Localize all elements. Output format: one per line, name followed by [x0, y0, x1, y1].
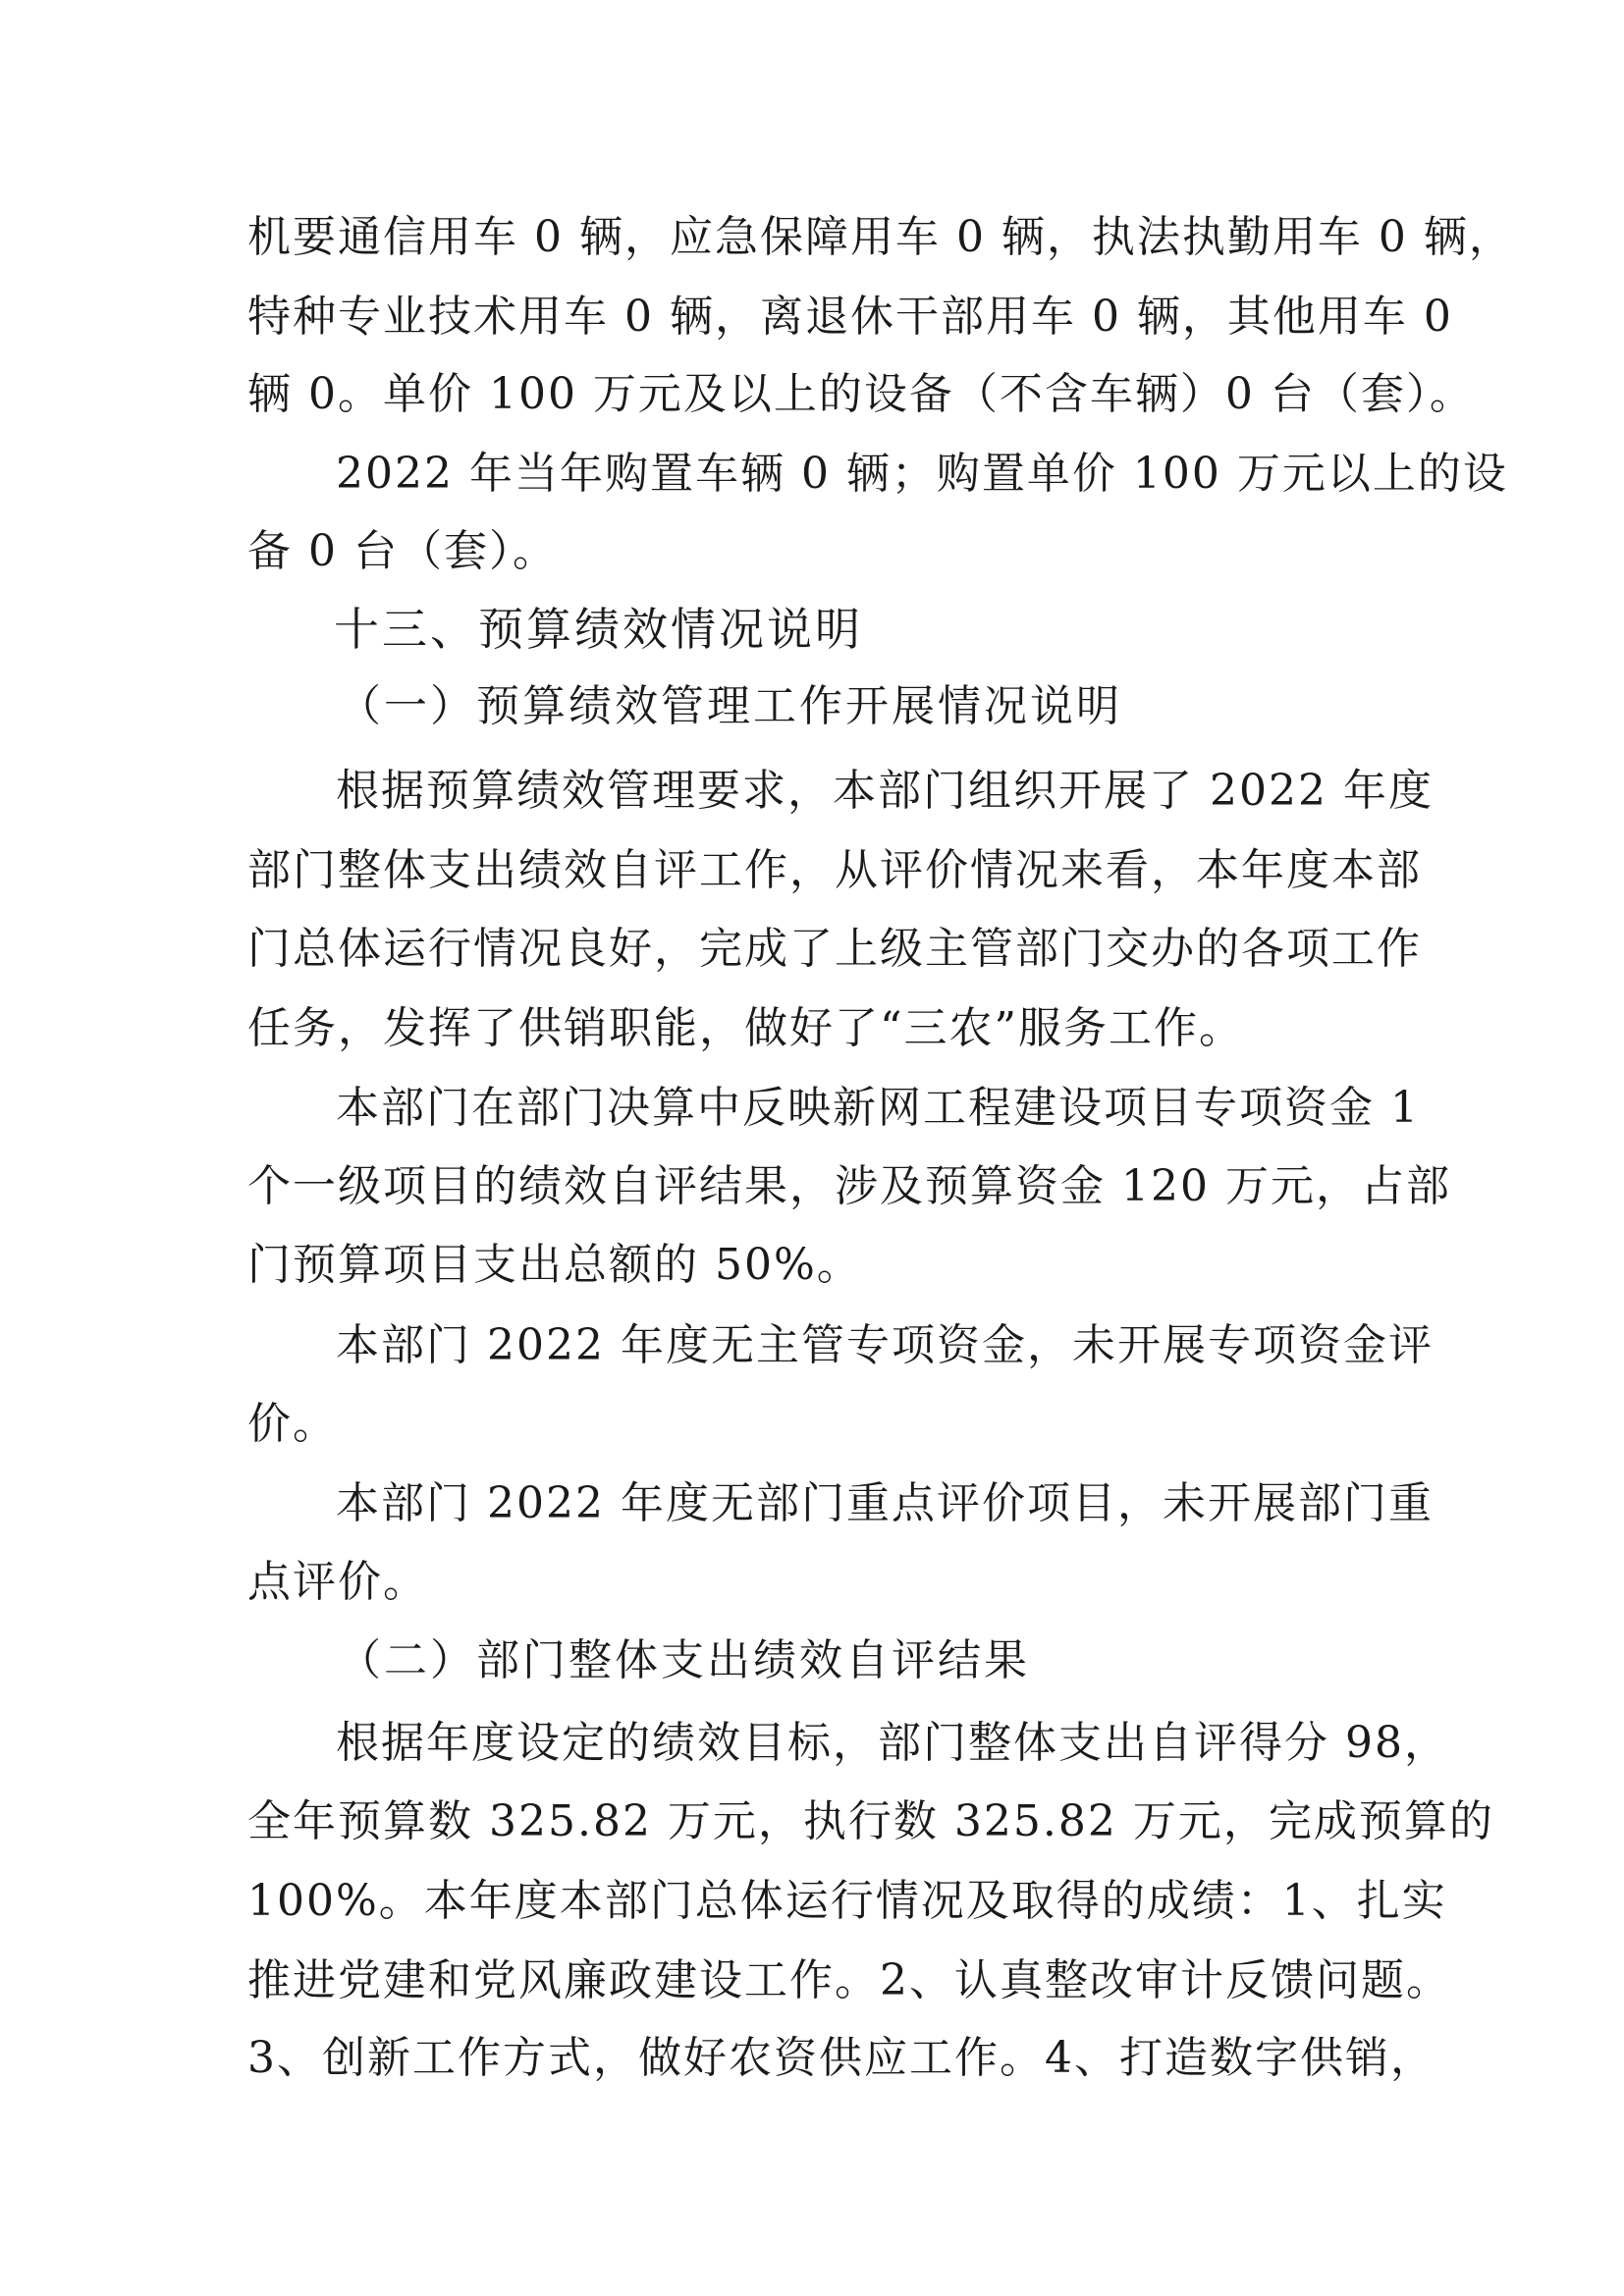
body-text-line: 100%。本年度本部门总体运行情况及取得的成绩：1、扎实 [247, 1876, 1447, 1926]
subsection-heading: （二）部门整体支出绩效自评结果 [338, 1635, 1030, 1685]
body-text-line: 推进党建和党风廉政建设工作。2、认真整改审计反馈问题。 [247, 1955, 1451, 2005]
body-text-line: 根据预算绩效管理要求，本部门组织开展了 2022 年度 [336, 766, 1434, 816]
body-text-line: 个一级项目的绩效自评结果，涉及预算资金 120 万元，占部 [247, 1161, 1451, 1211]
body-text-line: 任务，发挥了供销职能，做好了“三农”服务工作。 [247, 1003, 1244, 1053]
body-text-line: 点评价。 [247, 1557, 428, 1607]
body-text-line: 价。 [247, 1399, 338, 1449]
body-text-line: 机要通信用车 0 辆，应急保障用车 0 辆，执法执勤用车 0 辆， [247, 212, 1514, 262]
subsection-heading: （一）预算绩效管理工作开展情况说明 [338, 681, 1122, 731]
body-text-line: 辆 0。单价 100 万元及以上的设备（不含车辆）0 台（套）。 [247, 369, 1475, 419]
body-text-line: 本部门 2022 年度无主管专项资金，未开展专项资金评 [336, 1320, 1434, 1370]
section-heading: 十三、预算绩效情况说明 [334, 603, 863, 656]
body-text-line: 门预算项目支出总额的 50%。 [247, 1240, 862, 1290]
body-text-line: 特种专业技术用车 0 辆，离退休干部用车 0 辆，其他用车 0 [247, 292, 1453, 342]
body-text-line: 本部门在部门决算中反映新网工程建设项目专项资金 1 [336, 1083, 1420, 1133]
body-text-line: 全年预算数 325.82 万元，执行数 325.82 万元，完成预算的 [247, 1796, 1494, 1846]
body-text-line: 3、创新工作方式，做好农资供应工作。4、打造数字供销， [247, 2033, 1435, 2083]
body-text-line: 备 0 台（套）。 [247, 526, 558, 576]
body-text-line: 本部门 2022 年度无部门重点评价项目，未开展部门重 [336, 1478, 1434, 1528]
body-text-line: 根据年度设定的绩效目标，部门整体支出自评得分 98， [336, 1718, 1449, 1768]
body-text-line: 门总体运行情况良好，完成了上级主管部门交办的各项工作 [247, 924, 1422, 974]
body-text-line: 2022 年当年购置车辆 0 辆；购置单价 100 万元以上的设 [336, 449, 1508, 499]
body-text-line: 部门整体支出绩效自评工作，从评价情况来看，本年度本部 [247, 845, 1422, 895]
